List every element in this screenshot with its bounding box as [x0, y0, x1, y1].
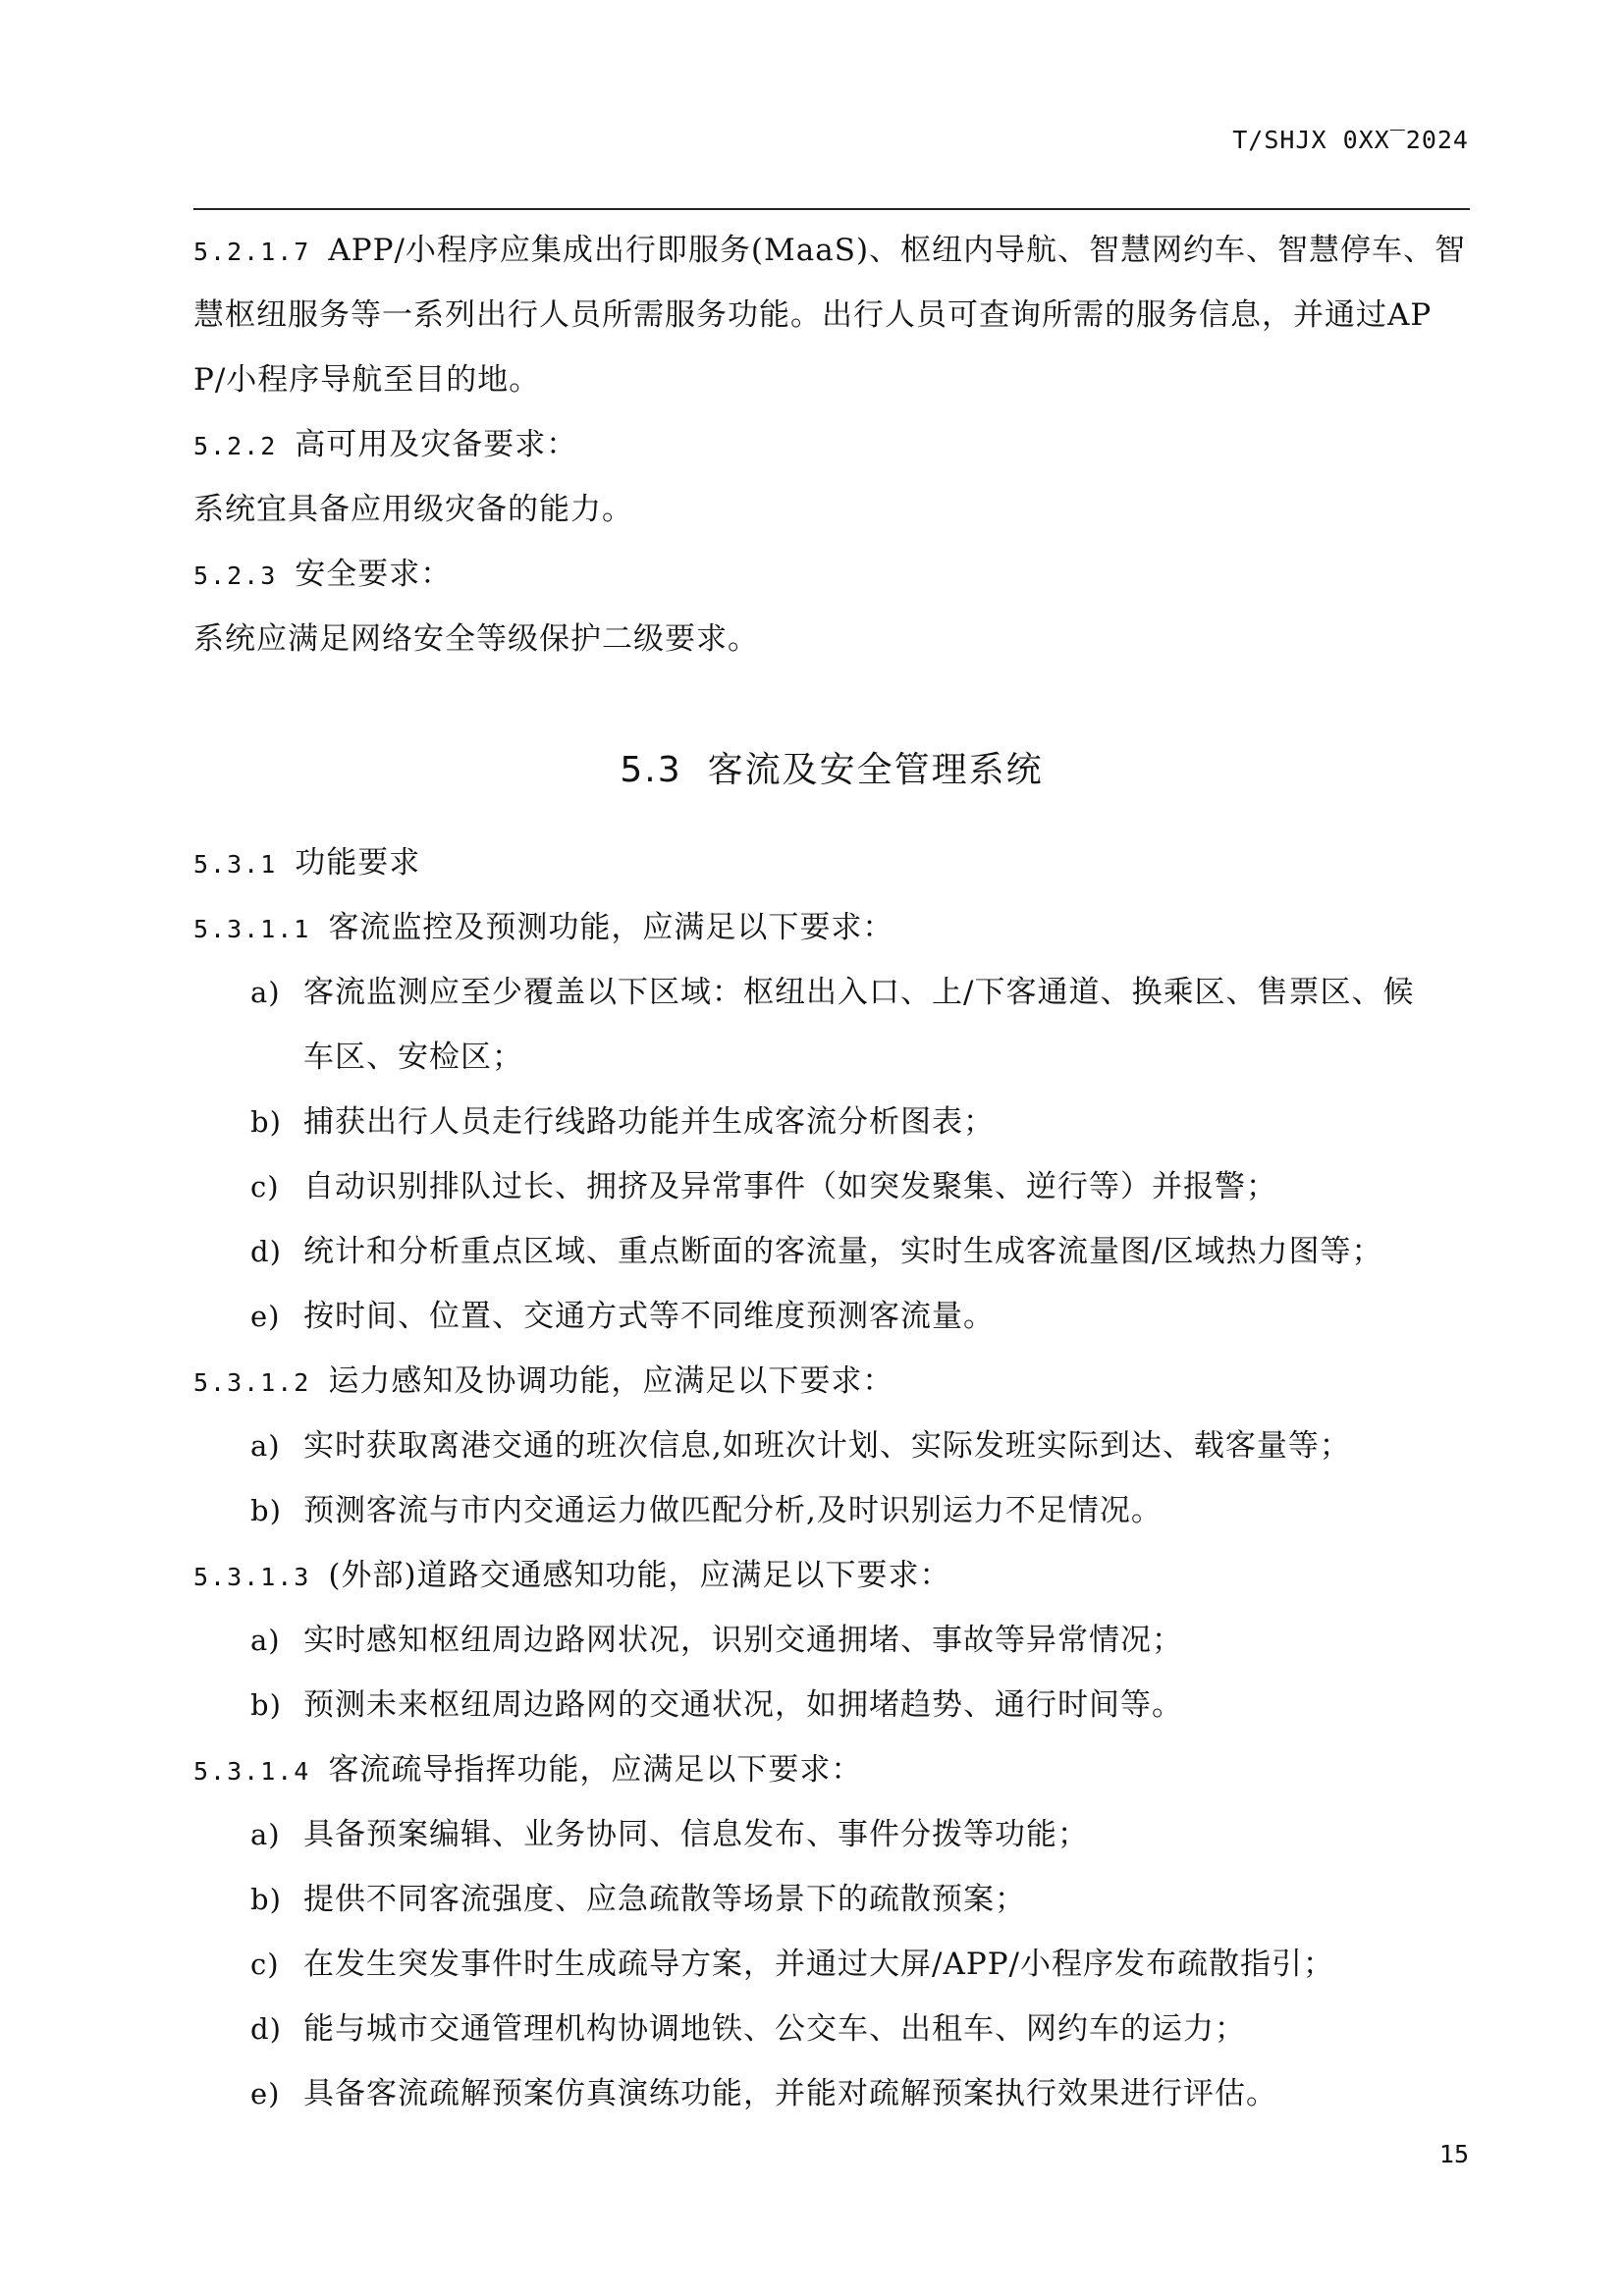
paragraph-text: APP/小程序应集成出行即服务(MaaS)、枢纽内导航、智慧网约车、智慧停车、智	[328, 233, 1467, 268]
list-item-text: 捕获出行人员走行线路功能并生成客流分析图表；	[303, 1104, 995, 1140]
list-item	[193, 1802, 1470, 1867]
list-marker: b)	[250, 1688, 282, 1722]
list-item-text: 预测客流与市内交通运力做匹配分析,及时识别运力不足情况。	[303, 1493, 1163, 1528]
list-item	[193, 1673, 1470, 1737]
paragraph-5-2-1-7-line-2: 慧枢纽服务等一系列出行人员所需服务功能。出行人员可查询所需的服务信息，并通过AP	[193, 297, 1433, 333]
clause-5-3-1-4	[193, 1737, 1470, 1802]
section-heading: 客流及安全管理系统	[707, 750, 1044, 790]
list-item-text: 统计和分析重点区域、重点断面的客流量，实时生成客流量图/区域热力图等；	[303, 1234, 1383, 1269]
list-marker: e)	[250, 2077, 281, 2110]
section-title-5-3	[193, 738, 1470, 803]
list-marker: d)	[250, 1235, 282, 1268]
clause-5-3-1-2	[193, 1349, 1470, 1414]
list-item-text: 具备预案编辑、业务协同、信息发布、事件分拨等功能；	[303, 1817, 1089, 1852]
list-item	[193, 1867, 1470, 1932]
list-item	[193, 1932, 1470, 1997]
list-item-continuation: 车区、安检区；	[303, 1040, 523, 1075]
list-item-text: 能与城市交通管理机构协调地铁、公交车、出租车、网约车的运力；	[303, 2011, 1246, 2047]
clause-5-3-1	[193, 830, 1470, 895]
clause-5-2-2	[193, 412, 1470, 477]
list-marker: b)	[250, 1494, 282, 1527]
list-item-text: 预测未来枢纽周边路网的交通状况，如拥堵趋势、通行时间等。	[303, 1687, 1183, 1723]
clause-heading: 客流监控及预测功能，应满足以下要求：	[328, 910, 894, 945]
list-item	[193, 1090, 1470, 1154]
list-item	[193, 1219, 1470, 1284]
list-item	[193, 1608, 1470, 1673]
paragraph-5-2-1-7-line-3: P/小程序导航至目的地。	[193, 362, 541, 398]
clause-number: 5.3.1.2	[193, 1368, 311, 1397]
clause-number: 5.3.1	[193, 850, 278, 879]
clause-number: 5.3.1.1	[193, 915, 311, 943]
list-marker: c)	[250, 1948, 280, 1981]
clause-heading: 安全要求：	[295, 557, 453, 592]
list-marker: b)	[250, 1883, 282, 1916]
list-item-text: 具备客流疏解预案仿真演练功能，并能对疏解预案执行效果进行评估。	[303, 2076, 1277, 2111]
page-number: 15	[1438, 2140, 1469, 2168]
list-item-text: 实时感知枢纽周边路网状况，识别交通拥堵、事故等异常情况；	[303, 1623, 1183, 1658]
list-marker: a)	[250, 1818, 281, 1851]
list-item-text: 按时间、位置、交通方式等不同维度预测客流量。	[303, 1299, 995, 1334]
list-item-text: 客流监测应至少覆盖以下区域：枢纽出入口、上/下客通道、换乘区、售票区、候	[303, 975, 1415, 1010]
list-item-text: 实时获取离港交通的班次信息,如班次计划、实际发班实际到达、载客量等；	[303, 1428, 1351, 1464]
clause-number: 5.3.1.4	[193, 1757, 311, 1786]
list-item	[193, 1284, 1470, 1349]
list-item-text: 自动识别排队过长、拥挤及异常事件（如突发聚集、逆行等）并报警；	[303, 1169, 1277, 1204]
list-marker: a)	[250, 1429, 281, 1463]
clause-number: 5.3.1.3	[193, 1563, 311, 1591]
clause-5-3-1-3	[193, 1543, 1470, 1608]
list-marker: d)	[250, 2012, 282, 2046]
clause-number: 5.2.1.7	[193, 238, 311, 266]
list-item-text: 在发生突发事件时生成疏导方案，并通过大屏/APP/小程序发布疏散指引；	[303, 1947, 1334, 1982]
list-marker: b)	[250, 1105, 282, 1139]
clause-heading: 运力感知及协调功能，应满足以下要求：	[328, 1363, 894, 1399]
list-item	[193, 2061, 1470, 2126]
clause-heading: 功能要求	[295, 845, 421, 881]
clause-heading: 高可用及灾备要求：	[295, 427, 578, 462]
clause-number: 5.2.3	[193, 561, 278, 590]
list-item	[193, 960, 1470, 1025]
header-divider	[193, 208, 1470, 210]
section-number: 5.3	[620, 750, 682, 790]
document-code: T/SHJX 0XX‾2024	[1232, 126, 1469, 154]
list-item	[193, 1478, 1470, 1543]
list-item-text: 提供不同客流强度、应急疏散等场景下的疏散预案；	[303, 1882, 1026, 1917]
clause-5-2-3	[193, 542, 1470, 607]
list-item	[193, 1154, 1470, 1219]
list-item	[193, 1997, 1470, 2061]
list-marker: c)	[250, 1170, 280, 1203]
clause-heading: (外部)道路交通感知功能，应满足以下要求：	[328, 1558, 951, 1593]
paragraph-5-2-3: 系统应满足网络安全等级保护二级要求。	[193, 621, 759, 657]
clause-number: 5.2.2	[193, 432, 278, 460]
page-content	[193, 218, 1470, 2126]
clause-5-3-1-1	[193, 895, 1470, 960]
list-marker: a)	[250, 1624, 281, 1657]
paragraph-5-2-1-7-line-1	[193, 218, 1470, 283]
list-item	[193, 1414, 1470, 1478]
list-marker: a)	[250, 976, 281, 1009]
clause-heading: 客流疏导指挥功能，应满足以下要求：	[328, 1752, 863, 1788]
paragraph-5-2-2: 系统宜具备应用级灾备的能力。	[193, 492, 633, 527]
list-marker: e)	[250, 1300, 281, 1333]
